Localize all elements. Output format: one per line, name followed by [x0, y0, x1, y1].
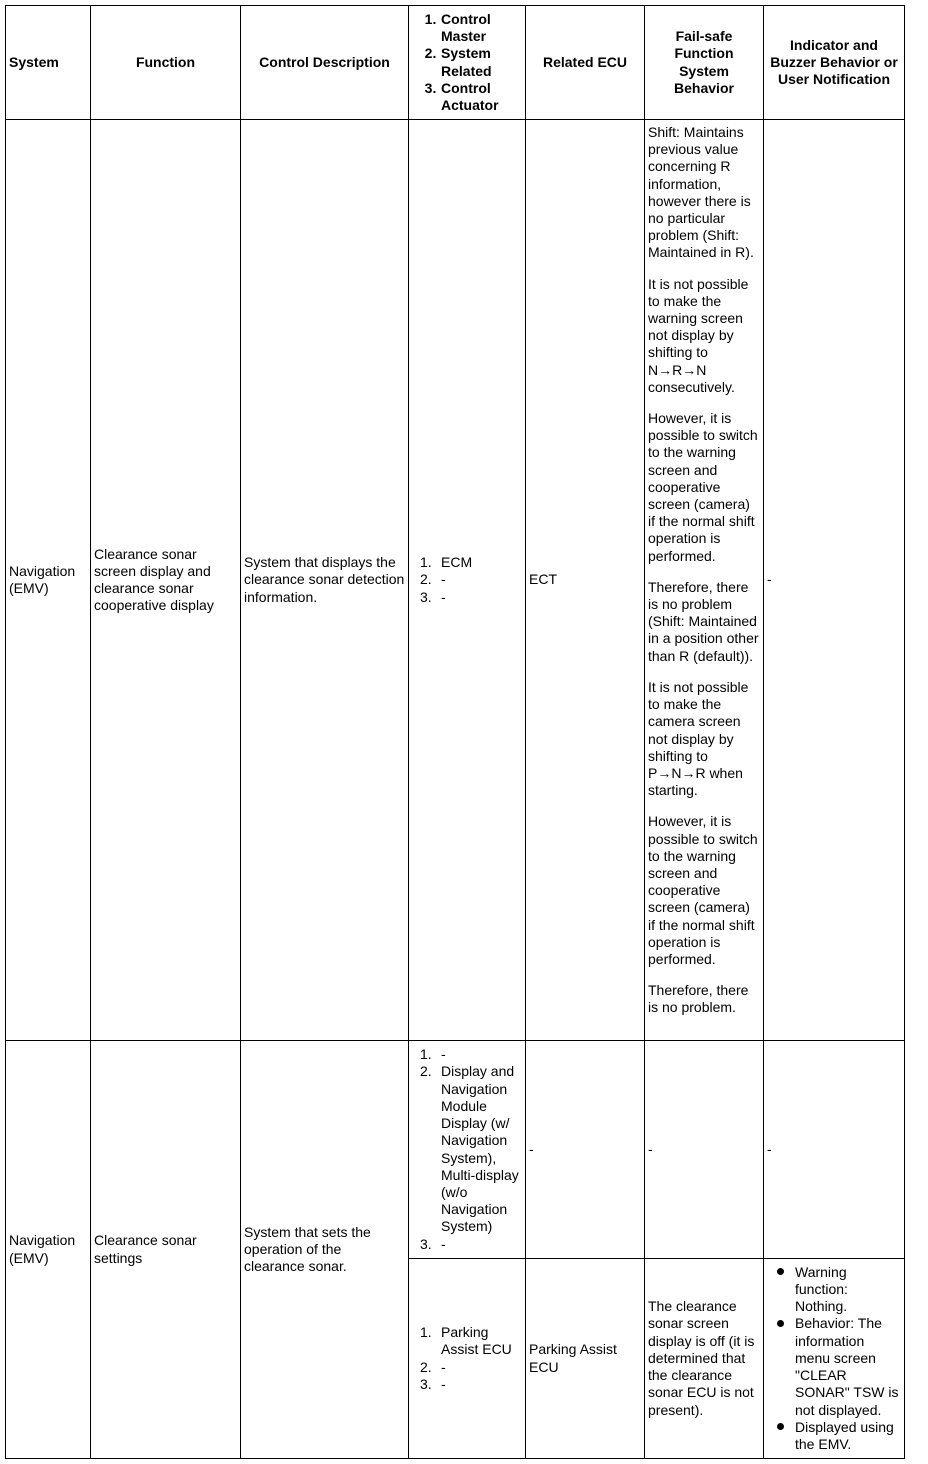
header-system: System — [6, 6, 91, 120]
row1-description: System that displays the clearance sonar detection information. — [241, 120, 409, 1041]
list-item: Warning function: Nothing. — [767, 1264, 901, 1316]
row2b-indicator — [764, 1259, 905, 1459]
row2-system: Navigation (EMV) — [6, 1041, 91, 1459]
header-related-ecu: Related ECU — [526, 6, 645, 120]
row2a-indicator: - — [764, 1041, 905, 1259]
row1-function: Clearance sonar screen display and clearance sonar cooperative display — [91, 120, 241, 1041]
failsafe-paragraph: Therefore, there is no problem. — [648, 982, 749, 1016]
row1-control-list — [412, 554, 522, 606]
row1-control — [409, 120, 526, 1041]
row2b-failsafe: The clearance sonar screen display is off (it is determined that the clearance sonar ECU is not present). — [645, 1259, 764, 1459]
row2b-control — [409, 1259, 526, 1459]
failsafe-paragraph: It is not possible to make the warning screen not display by shifting to N→R→N consecutively. — [648, 275, 749, 395]
header-row — [6, 6, 905, 120]
row2b-control-list — [412, 1324, 522, 1393]
list-item: Behavior: The information menu screen "CLEAR SONAR" TSW is not displayed. — [767, 1315, 901, 1418]
row1-system: Navigation (EMV) — [6, 120, 91, 1041]
failsafe-table — [5, 5, 905, 1459]
bullet-icon — [767, 1419, 795, 1453]
failsafe-paragraph: Shift: Maintains previous value concerning R information, however there is no particular problem (Shift: Maintained in R). — [648, 124, 754, 261]
row2-function: Clearance sonar settings — [91, 1041, 241, 1459]
row1-failsafe — [645, 120, 764, 1041]
row1-ecu: ECT — [526, 120, 645, 1041]
list-item: Displayed using the EMV. — [767, 1419, 901, 1453]
list-item: 3. - — [420, 1235, 446, 1252]
list-item: 3. - — [420, 588, 446, 605]
header-control — [409, 6, 526, 120]
list-item: 2. - — [420, 571, 446, 588]
header-control-description: Control Description — [241, 6, 409, 120]
list-item: 2. Display and Navigation Module Display (w/ Navigation System), Multi-display (w/o Navigation System) — [420, 1063, 519, 1235]
row2-description: System that sets the operation of the clearance sonar. — [241, 1041, 409, 1459]
table-row — [6, 1041, 905, 1259]
header-control-list — [412, 11, 522, 114]
header-function: Function — [91, 6, 241, 120]
row2a-ecu: - — [526, 1041, 645, 1259]
table-row — [6, 120, 905, 1041]
row2b-indicator-list — [767, 1264, 901, 1453]
list-item: 2. - — [420, 1358, 446, 1375]
list-item: 1. - — [420, 1046, 446, 1063]
list-item: 3. Control Actuator — [424, 79, 499, 113]
list-item: 3. - — [420, 1375, 446, 1392]
bullet-icon — [767, 1315, 795, 1418]
list-item: 2. System Related — [424, 45, 492, 79]
row1-indicator: - — [764, 120, 905, 1041]
bullet-icon — [767, 1264, 795, 1316]
row2b-ecu: Parking Assist ECU — [526, 1259, 645, 1459]
row2a-failsafe: - — [645, 1041, 764, 1259]
list-item: 1. ECM — [420, 554, 473, 571]
row2a-control-list — [412, 1046, 522, 1252]
list-item: 1. Control Master — [424, 10, 491, 45]
failsafe-paragraph: However, it is possible to switch to the warning screen and cooperative screen (camera) if the normal shift operation is performed. — [648, 813, 758, 967]
header-failsafe: Fail-safe Function System Behavior — [645, 6, 764, 120]
failsafe-paragraph: Therefore, there is no problem (Shift: Maintained in a position other than R (default)). — [648, 578, 759, 664]
failsafe-paragraph: It is not possible to make the camera screen not display by shifting to P→N→R when starting. — [648, 678, 749, 799]
header-indicator: Indicator and Buzzer Behavior or User Notification — [764, 6, 905, 120]
list-item: 1. Parking Assist ECU — [420, 1324, 512, 1358]
row2a-control — [409, 1041, 526, 1259]
failsafe-paragraph: However, it is possible to switch to the warning screen and cooperative screen (camera) if the normal shift operation is performed. — [648, 410, 758, 564]
